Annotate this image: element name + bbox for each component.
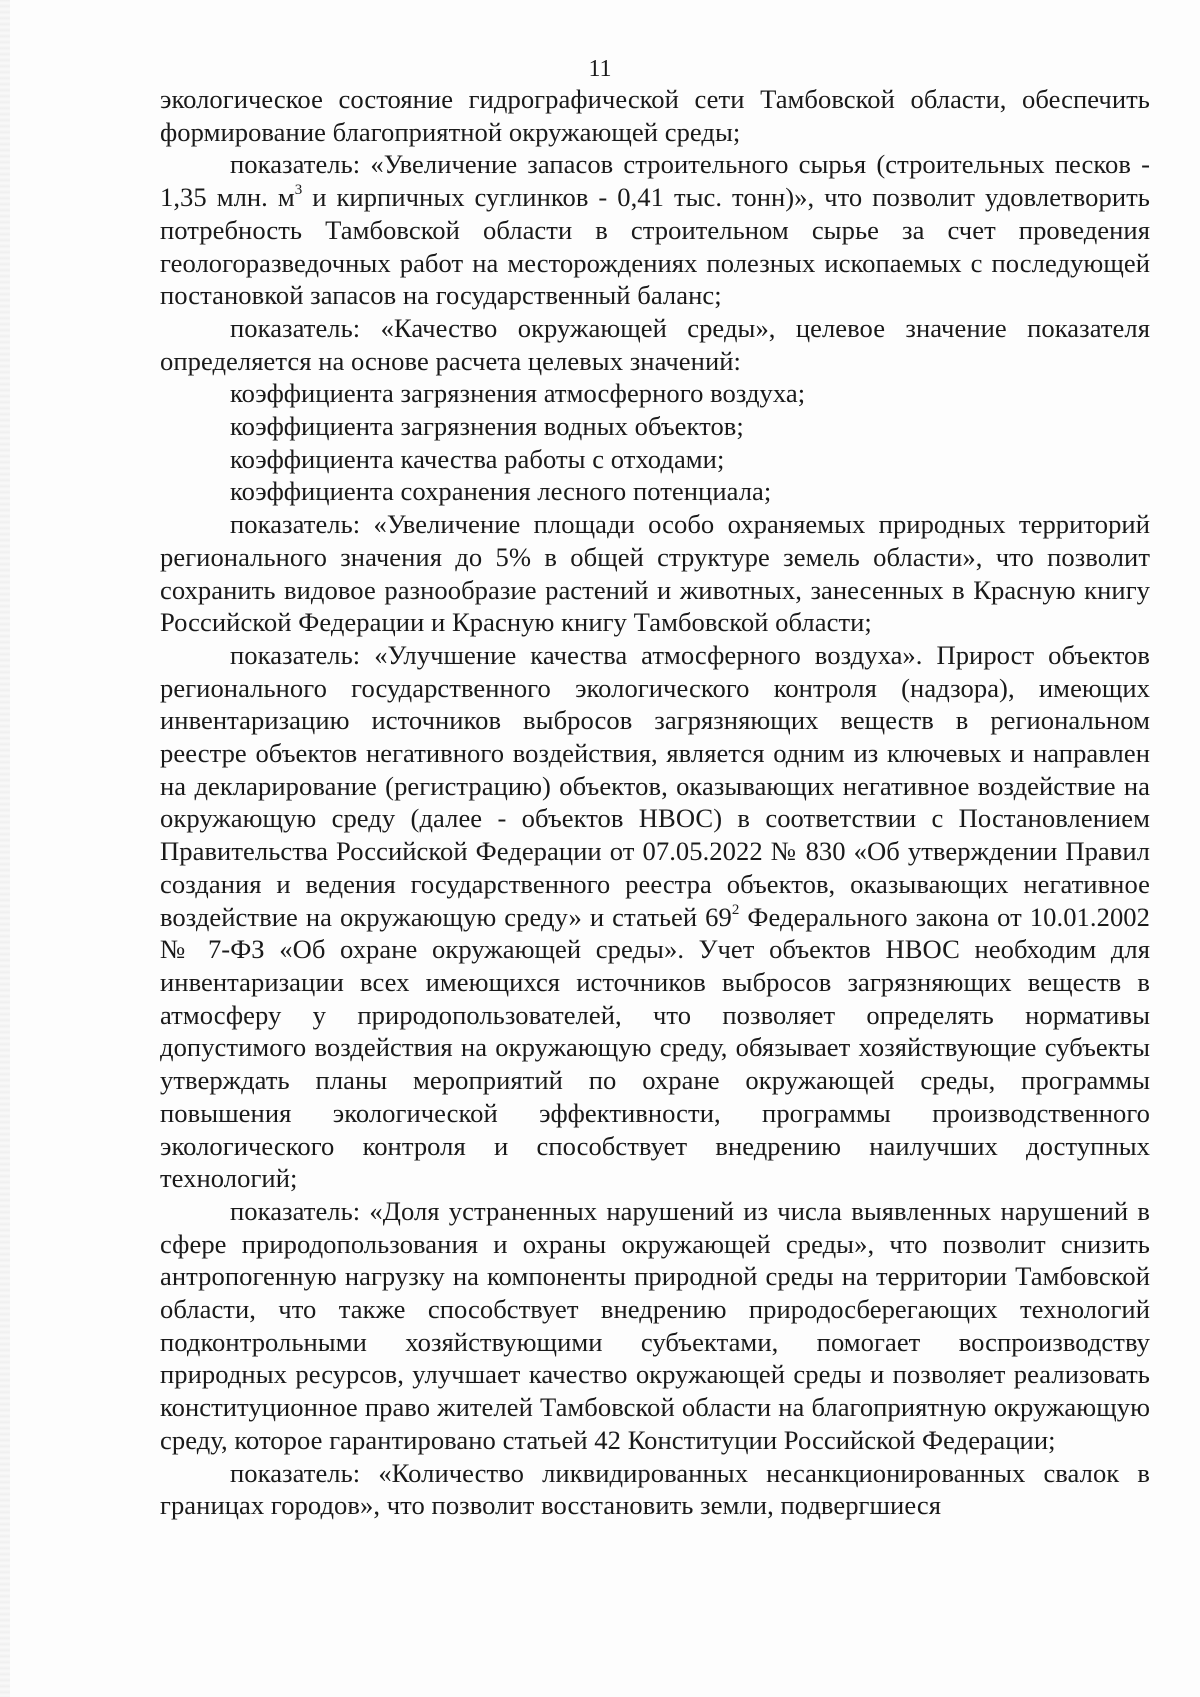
paragraph-2-start: показатель: «Увеличение запасов строительного сырья (строительных песков - 1,35 млн. м (160, 149, 1150, 213)
paragraph-dumps: показатель: «Количество ликвидированных несанкционированных свалок в границах городов», что позволит восстановить земли, подвергшиеся (160, 1457, 1150, 1521)
superscript-cubic: 3 (294, 182, 303, 199)
list-item: коэффициента загрязнения атмосферного воздуха; (230, 378, 806, 409)
paragraph-environment-quality: показатель: «Качество окружающей среды», целевое значение показателя определяется на основе расчета целевых значений: (160, 312, 1150, 376)
paragraph-5-start: показатель: «Улучшение качества атмосферного воздуха». Прирост объектов регионального государственного экологического контроля (надзора), имеющих инвентаризацию источников выбросов загрязняющих веществ в региональном реестре объектов негативного воздействия, является одним из ключевых и направлен на декларирование (регистрацию) объектов, оказывающих негативное воздействие на окружающую среду (далее - объектов НВОС) в соответствии с Постановлением Правительства Российской Федерации от 07.05.2022 № 830 «Об утверждении Правил создания и ведения государственного реестра объектов, оказывающих негативное воздействие на окружающую среду» и статьей 69 (160, 639, 1150, 932)
paragraph-protected-areas: показатель: «Увеличение площади особо охраняемых природных территорий регионального значения до 5% в общей структуре земель области», что позволит сохранить видовое разнообразие растений и животных, занесенных в Красную книгу Российской Федерации и Красную книгу Тамбовской области; (160, 509, 1150, 638)
list-item: коэффициента сохранения лесного потенциала; (230, 476, 772, 507)
page-number: 11 (588, 56, 612, 82)
paragraph-1: экологическое состояние гидрографической сети Тамбовской области, обеспечить формирование благоприятной окружающей среды; (160, 84, 1150, 147)
paragraph-construction-materials (160, 148, 1150, 312)
paragraph-air-quality (160, 639, 1150, 1195)
scan-edge-artifact (0, 0, 10, 1697)
paragraph-5-end: Федерального закона от 10.01.2002 № 7-ФЗ «Об охране окружающей среды». Учет объектов НВОС необходим для инвентаризации всех имеющихся источников выбросов загрязняющих веществ в атмосферу у природопользователей, что позволяет определять нормативы допустимого воздействия на окружающую среду, обязывает хозяйствующие субъекты утверждать планы мероприятий по охране окружающей среды, программы повышения экологической эффективности, программы производственного экологического контроля и способствует внедрению наилучших доступных технологий; (160, 901, 1150, 1194)
superscript-article: 2 (731, 901, 740, 918)
list-item: коэффициента качества работы с отходами; (230, 443, 725, 474)
document-body (160, 83, 1150, 1522)
paragraph-violations: показатель: «Доля устраненных нарушений из числа выявленных нарушений в сфере природопользования и охраны окружающей среды», что позволит снизить антропогенную нагрузку на компоненты природной среды на территории Тамбовской области, что также способствует внедрению природосберегающих технологий подконтрольными хозяйствующими субъектами, помогает воспроизводству природных ресурсов, улучшает качество окружающей среды и позволяет реализовать конституционное право жителей Тамбовской области на благоприятную окружающую среду, которое гарантировано статьей 42 Конституции Российской Федерации; (160, 1195, 1150, 1455)
list-item: коэффициента загрязнения водных объектов; (230, 411, 744, 442)
paragraph-2-end: и кирпичных суглинков - 0,41 тыс. тонн)», что позволит удовлетворить потребность Тамбовской области в строительном сырье за счет проведения геологоразведочных работ на месторождениях полезных ископаемых с последующей постановкой запасов на государственный баланс; (160, 182, 1150, 311)
